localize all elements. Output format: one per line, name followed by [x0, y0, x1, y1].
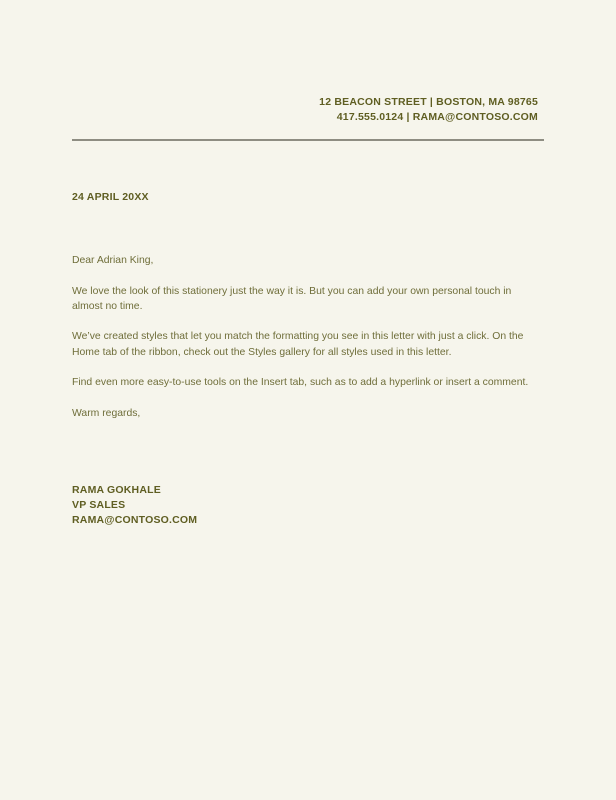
body-paragraph: Find even more easy-to-use tools on the Insert tab, such as to add a hyperlink or insert a comment.: [72, 377, 529, 389]
sender-contact-block: [319, 95, 538, 125]
letter-date: 24 APRIL 20XX: [72, 191, 149, 203]
sender-phone-email: 417.555.0124 | RAMA@CONTOSO.COM: [336, 111, 538, 123]
body-paragraph: We’ve created styles that let you match the formatting you see in this letter with just a click. On the Home tab of the ribbon, check out the Styles gallery for all styles used in this letter.: [72, 331, 524, 358]
signer-name: RAMA GOKHALE: [72, 484, 161, 496]
header-divider: [72, 139, 544, 141]
signer-title: VP SALES: [72, 499, 126, 511]
sender-address: 12 BEACON STREET | BOSTON, MA 98765: [319, 96, 538, 108]
closing: Warm regards,: [72, 407, 141, 419]
body-paragraph: We love the look of this stationery just the way it is. But you can add your own personal touch in almost no time.: [72, 285, 512, 312]
salutation: Dear Adrian King,: [72, 255, 154, 266]
signature-block: [72, 483, 197, 528]
signer-email: RAMA@CONTOSO.COM: [72, 514, 198, 526]
letter-body: [72, 253, 542, 437]
